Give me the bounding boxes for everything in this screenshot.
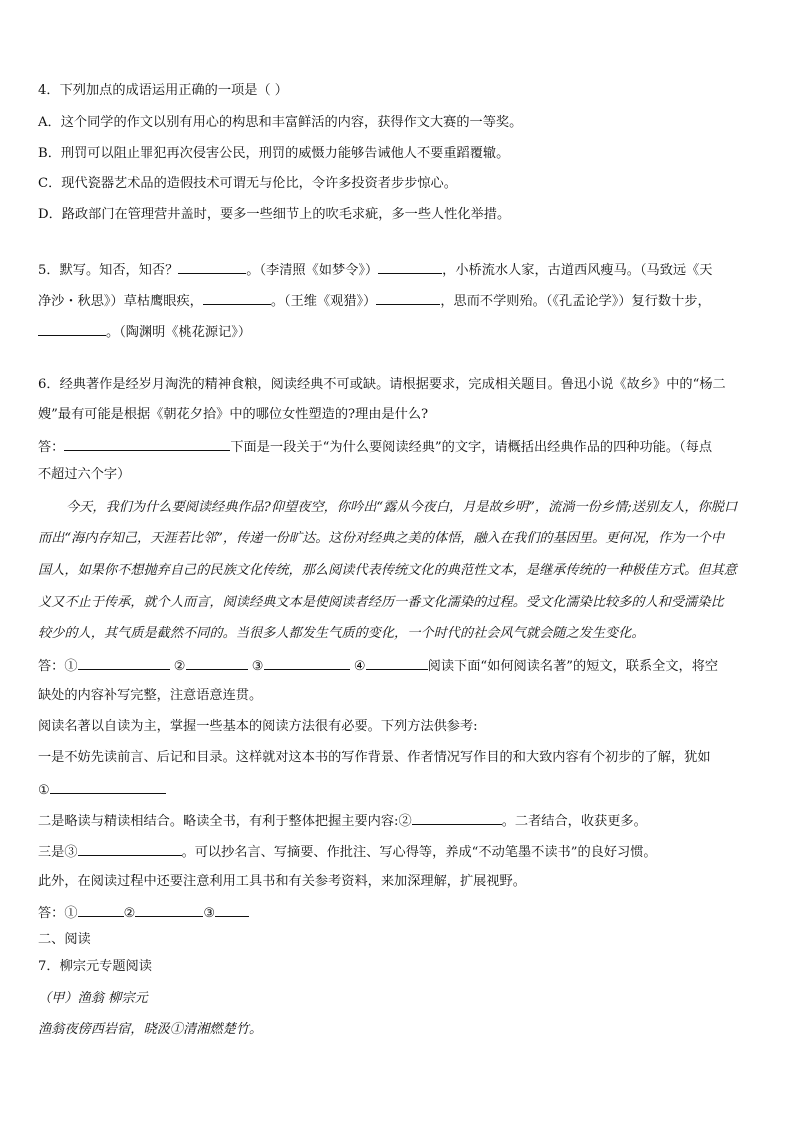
answer-blank[interactable] <box>186 657 248 670</box>
passage-line: 较少的人，其气质是截然不同的。当很多人都发生气质的变化，一个时代的社会风气就会随之发生变化。 <box>38 626 645 641</box>
q6-stem-4: 不超过六个字） <box>38 467 131 482</box>
passage-line: 今天，我们为什么要阅读经典作品?仰望夜空，你吟出“露从今夜白，月是故乡明”，流淌一份乡情;送别友人，你脱口 <box>66 500 738 515</box>
article-line: 阅读名著以自读为主，掌握一些基本的阅读方法很有必要。下列方法供参考: <box>38 719 478 734</box>
answer-label: ② <box>123 906 136 921</box>
answer-blank[interactable] <box>378 261 442 274</box>
q5-text: 。（李清照《如梦令》） <box>246 263 379 278</box>
answer-blank[interactable] <box>215 904 249 917</box>
q6-instruction: 缺处的内容补写完整，注意语意连贯。 <box>38 688 263 703</box>
q4-option-b: B．刑罚可以阻止罪犯再次侵害公民，刑罚的威慑力能够告诫他人不要重蹈覆辙。 <box>38 146 510 161</box>
answer-blank[interactable] <box>178 261 246 274</box>
article-text: 三是③ <box>38 845 78 860</box>
article-line <box>38 843 657 861</box>
article-line <box>38 781 166 799</box>
answer-blank[interactable] <box>366 657 428 670</box>
article-text: 。可以抄名言、写摘要、作批注、写心得等，养成“不动笔墨不读书”的良好习惯。 <box>181 845 657 860</box>
q5-text: 。（王维《观猎》） <box>270 294 377 309</box>
q4-stem: 4．下列加点的成语运用正确的一项是（ ） <box>38 83 288 98</box>
answer-blank[interactable] <box>264 657 350 670</box>
q6-text: 下面是一段关于“为什么要阅读经典”的文字，请概括出经典作品的四种功能。（每点 <box>230 440 713 455</box>
q4-option-a: A．这个同学的作文以别有用心的构思和丰富鲜活的内容，获得作文大赛的一等奖。 <box>38 115 523 130</box>
answer-blank[interactable] <box>78 657 170 670</box>
q5-line-3 <box>38 323 251 341</box>
q6-stem-2: 嫂”最有可能是根据《朝花夕拾》中的哪位女性塑造的?理由是什么? <box>38 407 429 422</box>
q6-answer-line-3 <box>38 904 249 922</box>
q6-stem-1: 6．经典著作是经岁月淘洗的精神食粮，阅读经典不可或缺。请根据要求，完成相关题目。鲁迅小说《故乡》中的“杨二 <box>38 377 726 392</box>
article-text: 。二者结合，收获更多。 <box>501 814 647 829</box>
q5-text: 净沙・秋思》）草枯鹰眼疾， <box>38 294 203 309</box>
article-line: 此外，在阅读过程中还要注意利用工具书和有关参考资料，来加深理解，扩展视野。 <box>38 874 526 889</box>
q4-option-c: C．现代瓷器艺术品的造假技术可谓无与伦比，令许多投资者步步惊心。 <box>38 176 457 191</box>
q7-title: 7．柳宗元专题阅读 <box>38 959 152 974</box>
answer-label: ④ <box>353 659 366 674</box>
q6-text: 阅读下面“如何阅读名著”的短文，联系全文，将空 <box>427 659 719 674</box>
answer-blank[interactable] <box>135 904 203 917</box>
q5-text: 。（陶渊明《桃花源记》） <box>106 325 252 340</box>
poem-line: 渔翁夜傍西岩宿，晓汲①清湘燃楚竹。 <box>38 1022 263 1037</box>
q5-line-2 <box>38 292 711 310</box>
q6-answer-line-2 <box>38 657 718 675</box>
answer-label: 答：① <box>38 659 78 674</box>
section-heading: 二、阅读 <box>38 932 91 947</box>
q6-answer-line <box>38 438 712 456</box>
answer-blank[interactable] <box>412 812 502 825</box>
q5-line-1 <box>38 261 712 279</box>
answer-blank[interactable] <box>64 438 230 451</box>
answer-blank[interactable] <box>376 292 440 305</box>
poem-heading: （甲）渔翁 柳宗元 <box>38 991 148 1006</box>
answer-blank[interactable] <box>78 843 182 856</box>
passage-line: 而出“海内存知己，天涯若比邻”，传递一份旷达。这份对经典之美的体悟，融入在我们的基因里。更何况，作为一个中 <box>38 531 725 546</box>
answer-label: 答： <box>38 440 65 455</box>
answer-blank[interactable] <box>203 292 271 305</box>
answer-label: ③ <box>251 659 264 674</box>
answer-label: ③ <box>203 906 216 921</box>
answer-label: 答：① <box>38 906 78 921</box>
answer-blank[interactable] <box>78 904 124 917</box>
q4-option-d: D．路政部门在管理营井盖时，要多一些细节上的吹毛求疵，多一些人性化举措。 <box>38 207 511 222</box>
answer-blank[interactable] <box>38 323 106 336</box>
article-line: 一是不妨先读前言、后记和目录。这样就对这本书的写作背景、作者情况写作目的和大致内容有个初步的了解，犹如 <box>38 750 711 765</box>
answer-blank[interactable] <box>50 781 166 794</box>
blank-label: ① <box>38 783 50 798</box>
passage-line: 国人，如果你不想抛弃自己的民族文化传统，那么阅读代表传统文化的典范性文本，是继承传统的一种极佳方式。但其意 <box>38 563 737 578</box>
q5-text: ，思而不学则殆。（《孔孟论学》）复行数十步， <box>440 294 711 309</box>
q5-text: 5．默写。知否，知否？ <box>38 263 179 278</box>
passage-line: 义又不止于传承，就个人而言，阅读经典文本是使阅读者经历一番文化濡染的过程。受文化濡染比较多的人和受濡染比 <box>38 595 724 610</box>
article-line <box>38 812 647 830</box>
answer-label: ② <box>173 659 186 674</box>
article-text: 二是略读与精读相结合。略读全书，有利于整体把握主要内容:② <box>38 814 412 829</box>
q5-text: ，小桥流水人家，古道西风瘦马。（马致远《天 <box>442 263 713 278</box>
